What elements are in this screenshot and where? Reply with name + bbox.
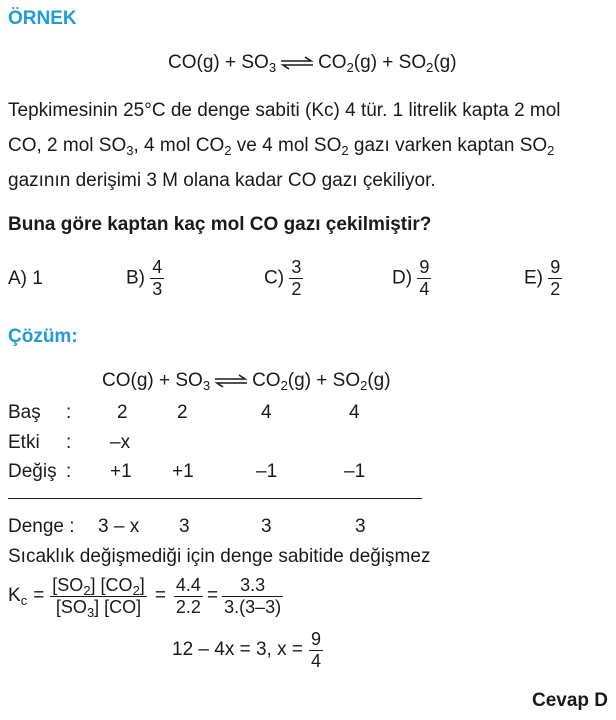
paragraph-line-3: gazının derişimi 3 M olana kadar CO gazı çekiliyor. [8, 170, 436, 191]
kc-symbol: $K_c$ [8, 585, 28, 609]
row-bas-so3: 2 [177, 402, 188, 423]
option-b: B) $\frac{4}{3}$ [126, 257, 163, 299]
reaction-equation: $CO(g) + SO_3$ $CO_2(g) + SO_2(g)$ [168, 52, 457, 75]
row-label-bas: Baş [8, 402, 41, 423]
option-d: D) $\frac{9}{4}$ [392, 257, 430, 299]
kc-fraction-concentrations: $\frac{[SO_2] [CO_2]}{[SO_3] [CO]}$ [52, 575, 145, 620]
row-label-degis: Değiş [8, 461, 57, 482]
note-text: Sıcaklık değişmediği için denge sabitide değişmez [8, 546, 431, 567]
row-denge-so3: 3 [179, 516, 190, 537]
row-sep: : [66, 402, 72, 423]
row-denge-co2: 3 [261, 516, 272, 537]
row-degis-so2: –1 [344, 461, 366, 482]
option-c: C) $\frac{3}{2}$ [264, 257, 302, 299]
solution-heading: Çözüm: [8, 326, 78, 347]
option-a: A) 1 [8, 268, 43, 289]
question-text: Buna göre kaptan kaç mol CO gazı çekilmiştir? [8, 214, 432, 235]
row-bas-co: 2 [117, 402, 128, 423]
row-sep: : [66, 432, 72, 453]
option-e: E) $\frac{9}{2}$ [524, 257, 561, 299]
row-label-denge: Denge : [8, 516, 75, 537]
row-sep: : [66, 461, 72, 482]
paragraph-line-1: Tepkimesinin 25°C de denge sabiti (Kc) 4 tür. 1 litrelik kapta 2 mol [8, 100, 561, 121]
row-degis-co2: –1 [256, 461, 278, 482]
row-label-etki: Etki [8, 432, 40, 453]
row-degis-co: +1 [110, 461, 132, 482]
row-degis-so3: +1 [172, 461, 194, 482]
equilibrium-arrows-icon [280, 56, 314, 70]
result-equation: 12 – 4x = 3, x = $\frac{9}{4}$ [172, 629, 321, 671]
table-divider [8, 498, 422, 499]
paragraph-line-2: CO, 2 mol $SO_3$, 4 mol $CO_2$ ve 4 mol $SO_2$ gazı varken kaptan $SO_2$ [8, 135, 555, 158]
solution-reaction-equation: $CO(g) + SO_3$ $CO_2(g) + SO_2(g)$ [102, 370, 391, 393]
result-fraction: $\frac{9}{4}$ [310, 629, 321, 671]
kc-fraction-values: $\frac{4.4}{2.2}$ [175, 575, 201, 617]
row-etki-co: –x [110, 432, 131, 453]
answer-label: Cevap D [531, 690, 608, 711]
row-bas-co2: 4 [261, 402, 272, 423]
row-bas-so2: 4 [349, 402, 360, 423]
kc-equation: $K_c$ = $\frac{[SO_2] [CO_2]}{[SO_3] [CO]}$ = $\frac{4.4}{2.2}$ = $\frac{3.3}{3.(3-3)}$ [8, 575, 282, 620]
row-denge-so2: 3 [355, 516, 366, 537]
kc-fraction-substituted: $\frac{3.3}{3.(3-3)}$ [224, 575, 282, 617]
example-heading: ÖRNEK [8, 8, 77, 29]
equilibrium-arrows-icon [214, 374, 248, 388]
row-denge-co: 3 – x [98, 516, 140, 537]
